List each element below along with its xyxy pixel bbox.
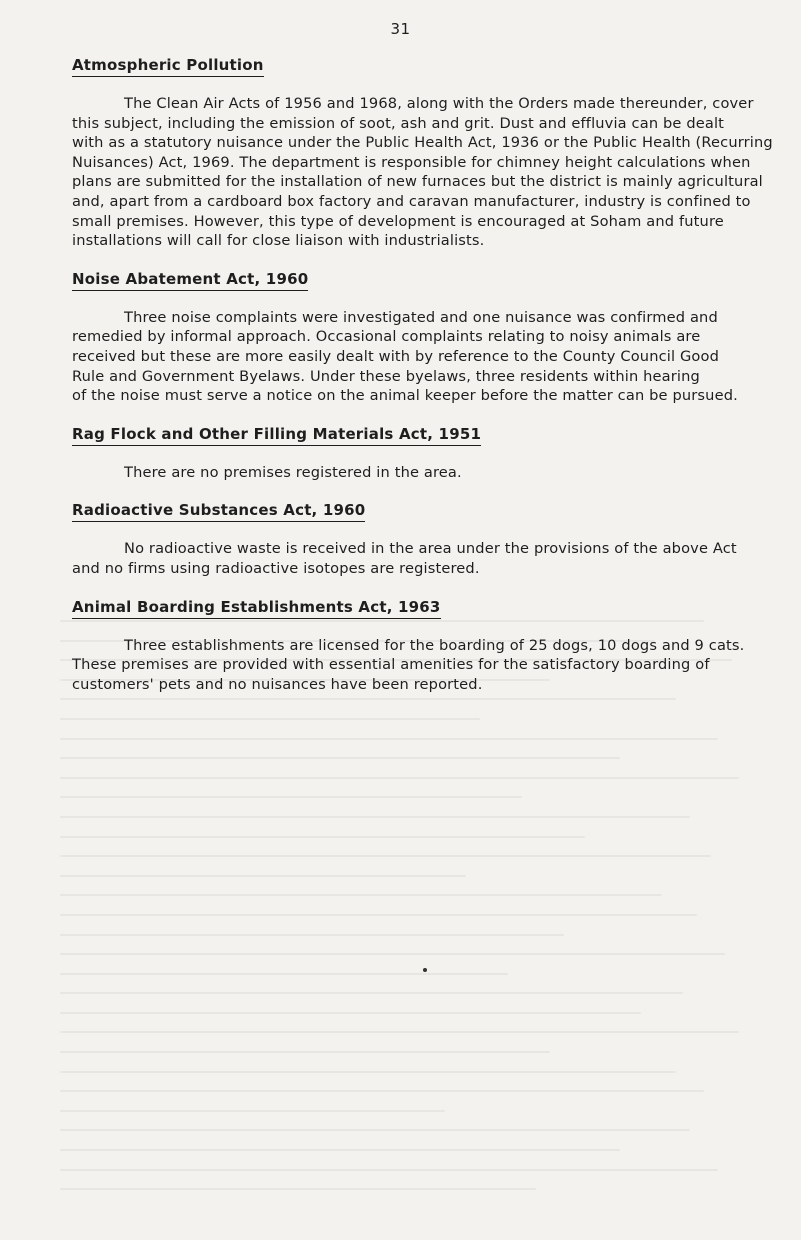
document-body (72, 55, 773, 694)
section-rag-flock (72, 424, 762, 483)
section-heading: Rag Flock and Other Filling Materials Act, 1951 (72, 424, 481, 446)
section-paragraph: There are no premises registered in the area. (124, 463, 462, 481)
section-paragraph: Three noise complaints were investigated and one nuisance was confirmed and remedied by informal approach. Occasional complaints relating to noisy animals are received but these are more easily dealt with by reference to the County Council Good Rule and Government Byelaws. Under these byelaws, three residents within hearing of the noise must serve a notice on the animal keeper before the matter can be pursued. (72, 308, 738, 405)
section-atmospheric-pollution (72, 55, 773, 251)
section-paragraph: No radioactive waste is received in the area under the provisions of the above Act and no firms using radioactive isotopes are registered. (72, 540, 737, 577)
section-paragraph: The Clean Air Acts of 1956 and 1968, along with the Orders made thereunder, cover this subject, including the emission of soot, ash and grit. Dust and effluvia can be dealt with as a statutory nuisance under the Public Health Act, 1936 or the Public Health (Recurring Nuisances) Act, 1969. The department is responsible for chimney height calculations when plans are submitted for the installation of new furnaces but the district is mainly agricultural and, apart from a cardboard box factory and caravan manufacturer, industry is confined to small premises. However, this type of development is encouraged at Soham and future installations will call for close liaison with industrialists. (72, 95, 773, 250)
section-heading: Radioactive Substances Act, 1960 (72, 500, 365, 522)
show-through-texture (60, 620, 760, 1220)
section-noise-abatement (72, 269, 762, 406)
speck (423, 968, 427, 972)
page-number: 31 (390, 20, 411, 38)
section-paragraph: Three establishments are licensed for the boarding of 25 dogs, 10 dogs and 9 cats. These premises are provided with essential amenities for the satisfactory boarding of customers' pets and no nuisances have been reported. (72, 636, 745, 693)
section-heading: Atmospheric Pollution (72, 55, 264, 77)
section-heading: Animal Boarding Establishments Act, 1963 (72, 597, 441, 619)
section-animal-boarding (72, 597, 762, 695)
section-radioactive-substances (72, 500, 762, 578)
section-heading: Noise Abatement Act, 1960 (72, 269, 308, 291)
